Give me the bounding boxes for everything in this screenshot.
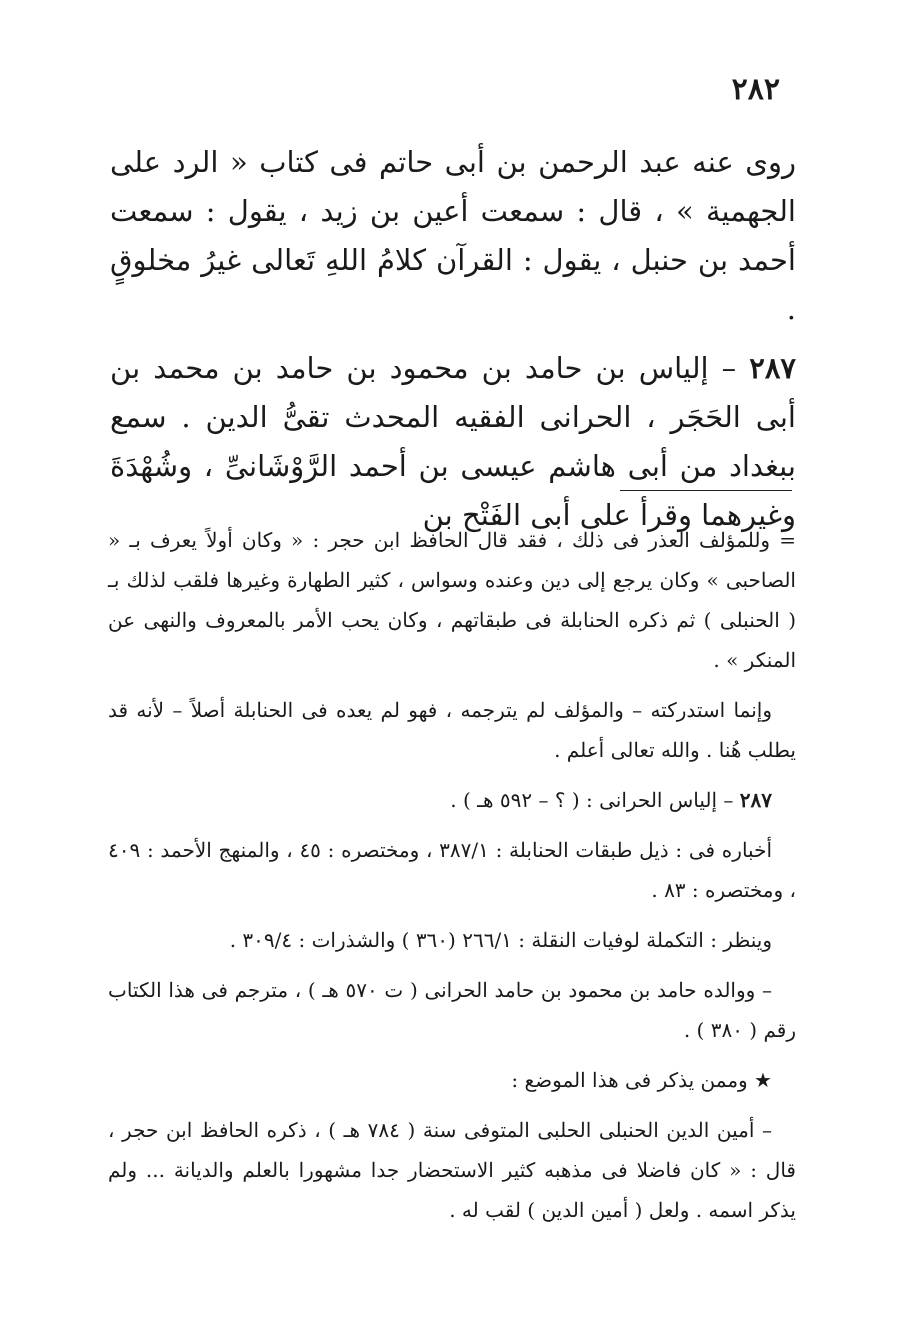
footnotes <box>108 520 796 1240</box>
footnote-7: ★ وممن يذكر فى هذا الموضع : <box>511 1068 772 1092</box>
footnote-3 <box>108 780 796 820</box>
entry-paragraph <box>110 344 796 540</box>
footnote-4: أخباره فى : ذيل طبقات الحنابلة : ٣٨٧/١ ، ومختصره : ٤٥ ، والمنهج الأحمد : ٤٠٩ ، ومختصره : ٨٣ . <box>108 838 796 902</box>
main-text <box>110 138 796 540</box>
footnote-1: = وللمؤلف العذر فى ذلك ، فقد قال الحافظ ابن حجر : « وكان أولاً يعرف بـ « الصاحبى » وكان يرجع إلى دين وعنده وسواس ، كثير الطهارة وغيرها فلقب لذلك بـ ( الحنبلى ) ثم ذكره الحنابلة فى طبقاتهم ، وكان يحب الأمر بالمعروف والنهى عن المنكر » . <box>108 528 796 672</box>
entry-text: إلياس بن حامد بن محمود بن حامد بن محمد بن أبى الحَجَر ، الحرانى الفقيه المحدث تقىُّ الدين . سمع ببغداد من أبى هاشم عيسى بن أحمد الرَّوْشَانىِّ ، وشُهْدَةَ وغيرهما وقرأ على أبى الفَتْح بن <box>110 351 796 532</box>
entry-dash: – <box>708 351 750 385</box>
footnote-6: – ووالده حامد بن محمود بن حامد الحرانى ( ت ٥٧٠ هـ ) ، مترجم فى هذا الكتاب رقم ( ٣٨٠ ) . <box>108 978 796 1042</box>
continuation-paragraph: روى عنه عبد الرحمن بن أبى حاتم فى كتاب « الرد على الجهمية » ، قال : سمعت أعين بن زيد ، يقول : سمعت أحمد بن حنبل ، يقول : القرآن كلامُ اللهِ تَعالى غيرُ مخلوقٍ . <box>110 145 796 326</box>
footnote-3-number: ٢٨٧ <box>739 788 772 812</box>
footnote-8: – أمين الدين الحنبلى الحلبى المتوفى سنة ( ٧٨٤ هـ ) ، ذكره الحافظ ابن حجر ، قال : « كان فاضلا فى مذهبه كثير الاستحضار جدا مشهورا بالعلم والديانة ... ولم يذكر اسمه . ولعل ( أمين الدين ) لقب له . <box>108 1118 796 1222</box>
entry-number: ٢٨٧ <box>749 351 797 385</box>
footnote-2: وإنما استدركته – والمؤلف لم يترجمه ، فهو لم يعده فى الحنابلة أصلاً – لأنه قد يطلب هُنا . والله تعالى أعلم . <box>108 698 796 762</box>
page-number: ٢٨٢ <box>731 72 780 107</box>
footnote-5: وينظر : التكملة لوفيات النقلة : ٢٦٦/١ (٣٦٠ ) والشذرات : ٣٠٩/٤ . <box>229 928 772 952</box>
footnote-separator <box>620 490 792 491</box>
footnote-3-text: – إلياس الحرانى : ( ؟ – ٥٩٢ هـ ) . <box>450 788 740 812</box>
